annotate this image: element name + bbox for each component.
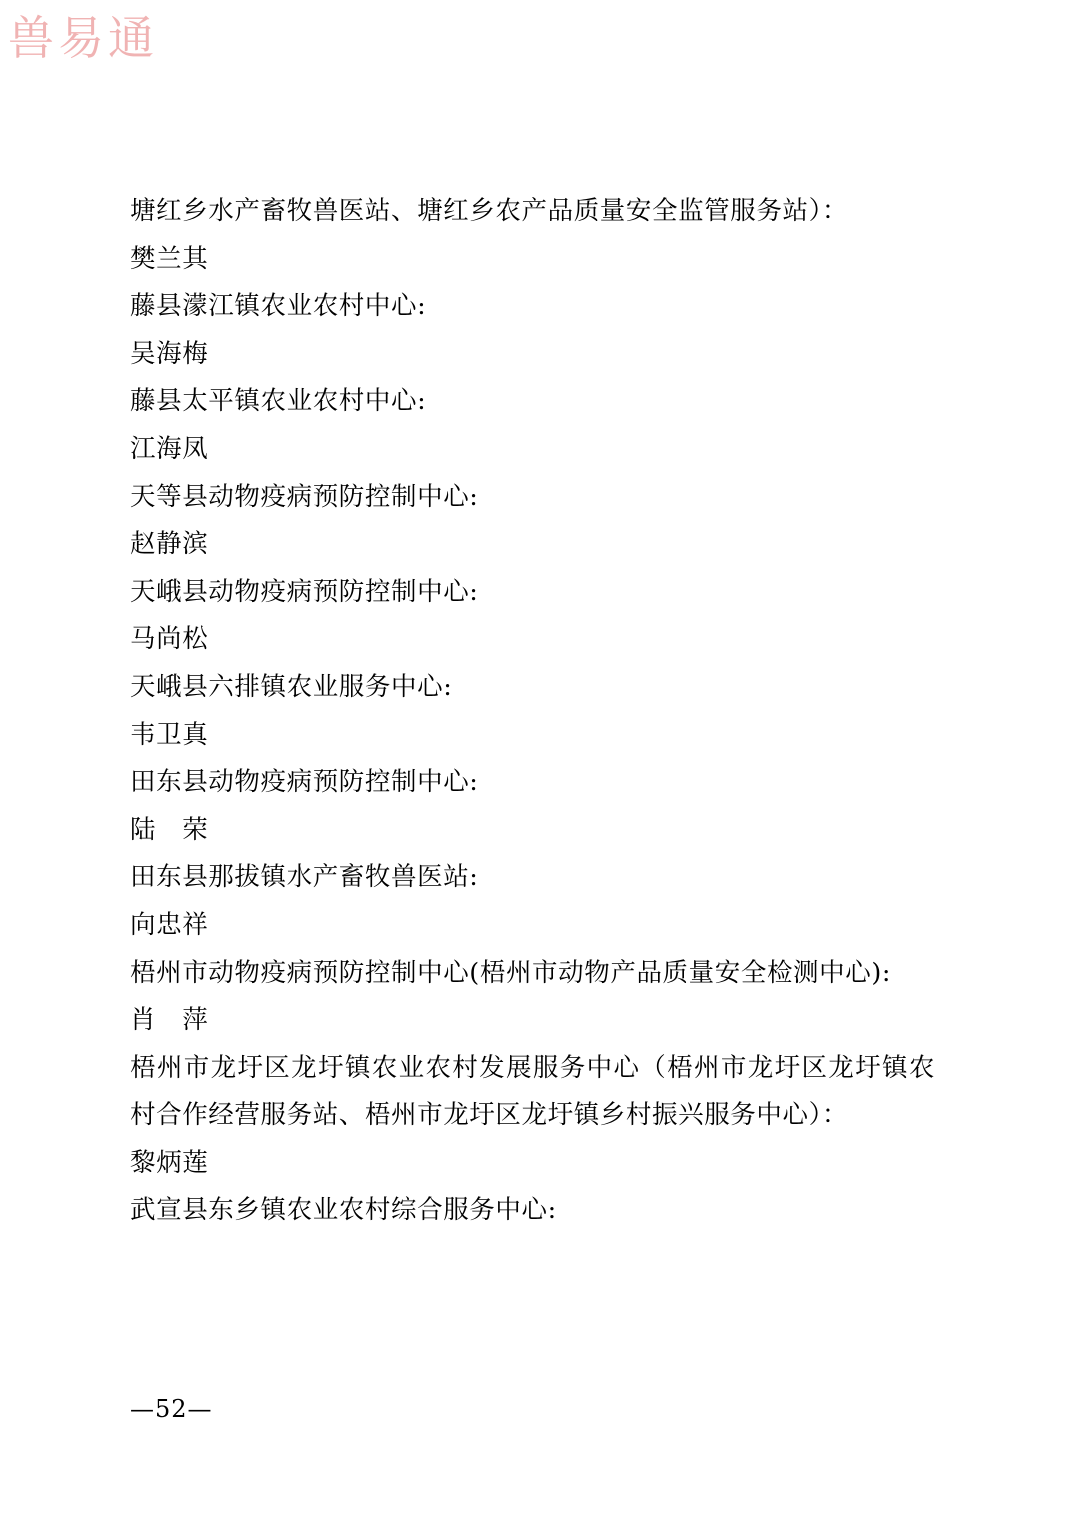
text-line: 黎炳莲	[130, 1147, 209, 1178]
text-line: 田东县动物疫病预防控制中心:	[130, 767, 479, 798]
text-line: 赵静滨	[130, 529, 209, 560]
text-line: 塘红乡水产畜牧兽医站、塘红乡农产品质量安全监管服务站）：	[130, 196, 849, 226]
text-line: 武宣县东乡镇农业农村综合服务中心:	[130, 1195, 557, 1226]
text-line: 梧州市龙圩区龙圩镇农业农村发展服务中心（梧州市龙圩区龙圩镇农村合作经营服务站、梧州市龙圩区龙圩镇乡村振兴服务中心）：	[130, 1052, 935, 1131]
text-line: 向忠祥	[130, 909, 209, 940]
text-line: 江海凤	[130, 433, 209, 464]
text-line: 藤县濛江镇农业农村中心:	[130, 291, 427, 322]
text-line: 天等县动物疫病预防控制中心:	[130, 481, 479, 512]
text-line: 藤县太平镇农业农村中心:	[130, 386, 427, 417]
text-line: 陆 荣	[130, 814, 209, 845]
page-number: —52—	[130, 1395, 213, 1423]
text-line: 吴海梅	[130, 338, 209, 369]
text-line: 樊兰其	[130, 243, 209, 274]
text-line: 田东县那拔镇水产畜牧兽医站:	[130, 862, 479, 893]
text-line: 梧州市动物疫病预防控制中心(梧州市动物产品质量安全检测中心):	[130, 957, 892, 988]
text-line: 天峨县动物疫病预防控制中心:	[130, 576, 479, 607]
text-line: 天峨县六排镇农业服务中心:	[130, 671, 453, 702]
watermark-logo: 兽易通	[8, 11, 158, 65]
text-line: 韦卫真	[130, 719, 209, 750]
text-line: 肖 萍	[130, 1005, 209, 1036]
document-body	[130, 188, 935, 1235]
text-line: 马尚松	[130, 624, 209, 655]
